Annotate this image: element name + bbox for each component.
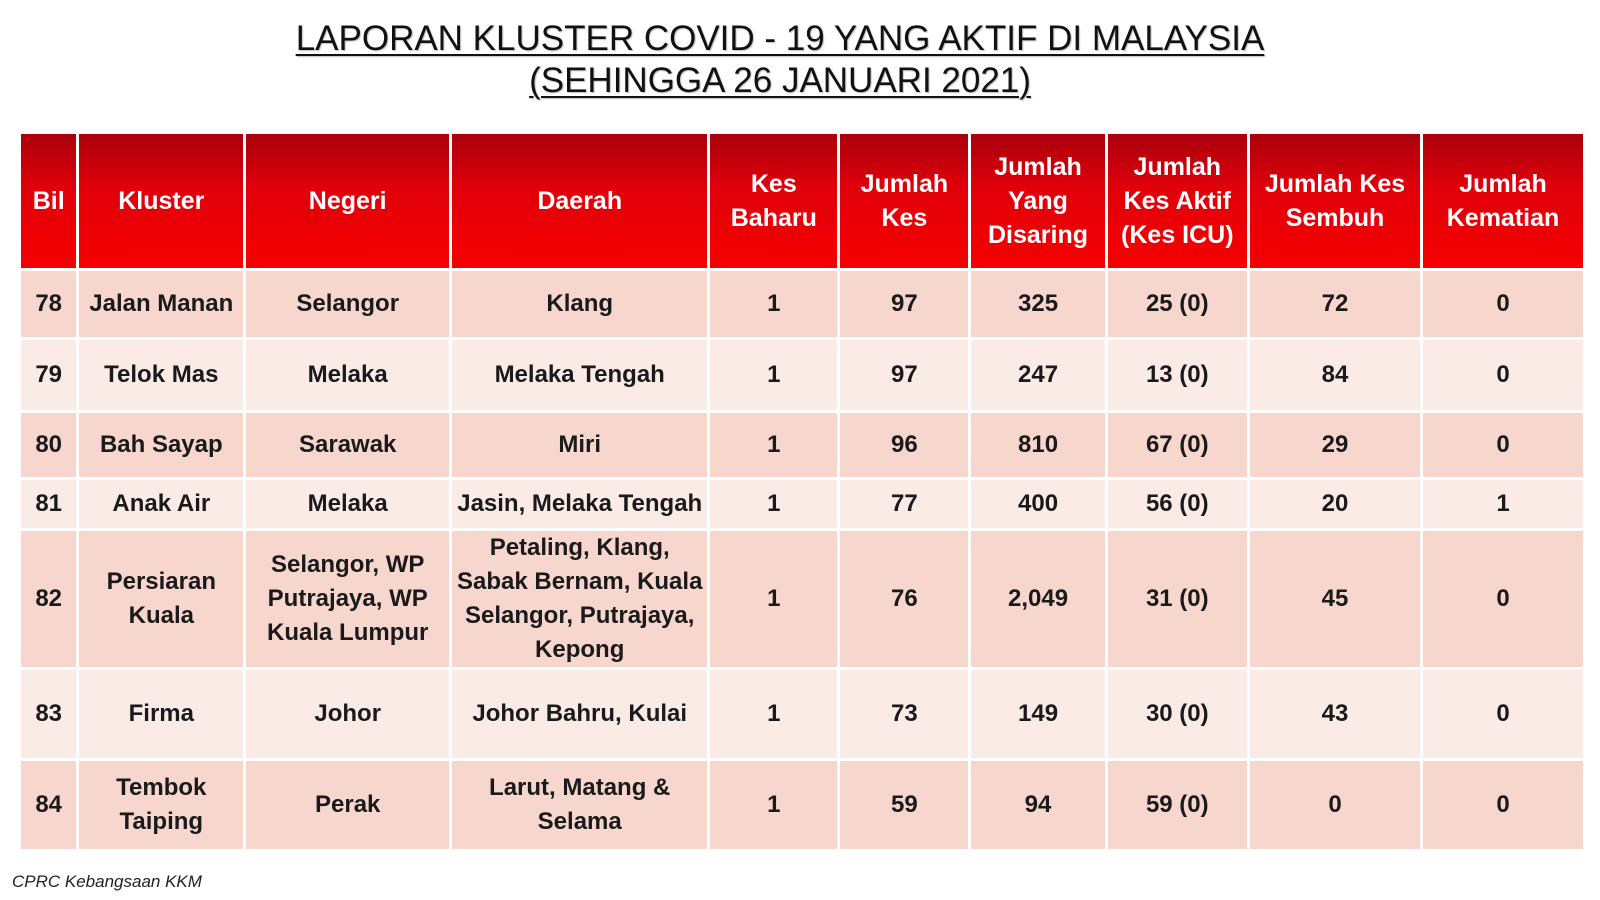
- header-row: [21, 134, 1583, 268]
- cell-jumlah-kes: 77: [840, 480, 968, 528]
- cell-daerah: Miri: [452, 413, 707, 477]
- cell-jumlah-kes-aktif: 13 (0): [1108, 340, 1247, 410]
- header-jumlah-disaring: Jumlah Yang Disaring: [971, 134, 1104, 268]
- title-line-1: LAPORAN KLUSTER COVID - 19 YANG AKTIF DI MALAYSIA: [295, 19, 1265, 58]
- cell-jumlah-kes: 73: [840, 670, 968, 758]
- cell-jumlah-disaring: 2,049: [971, 531, 1104, 667]
- cell-jumlah-kes-sembuh: 0: [1250, 761, 1420, 849]
- cell-jumlah-kematian: 0: [1423, 761, 1583, 849]
- header-jumlah-kes-aktif: Jumlah Kes Aktif (Kes ICU): [1108, 134, 1247, 268]
- cell-jumlah-kes: 76: [840, 531, 968, 667]
- cell-kluster: Tembok Taiping: [79, 761, 243, 849]
- table-row: [21, 761, 1583, 849]
- cell-bil: 82: [21, 531, 76, 667]
- cell-kluster: Telok Mas: [79, 340, 243, 410]
- cell-negeri: Selangor: [246, 271, 449, 337]
- cell-jumlah-kematian: 1: [1423, 480, 1583, 528]
- header-kluster: Kluster: [79, 134, 243, 268]
- cell-jumlah-kes-aktif: 31 (0): [1108, 531, 1247, 667]
- header-daerah: Daerah: [452, 134, 707, 268]
- header-kes-baharu: Kes Baharu: [710, 134, 837, 268]
- cell-jumlah-disaring: 94: [971, 761, 1104, 849]
- cell-jumlah-kematian: 0: [1423, 340, 1583, 410]
- cell-jumlah-kes: 96: [840, 413, 968, 477]
- header-jumlah-kematian: Jumlah Kematian: [1423, 134, 1583, 268]
- cell-kluster: Anak Air: [79, 480, 243, 528]
- header-negeri: Negeri: [246, 134, 449, 268]
- cluster-table: [18, 131, 1586, 852]
- cell-bil: 79: [21, 340, 76, 410]
- table-row: [21, 480, 1583, 528]
- title-line-2: (SEHINGGA 26 JANUARI 2021): [529, 61, 1031, 100]
- cell-jumlah-kes: 97: [840, 271, 968, 337]
- cell-negeri: Sarawak: [246, 413, 449, 477]
- cell-bil: 84: [21, 761, 76, 849]
- cell-kluster: Persiaran Kuala: [79, 531, 243, 667]
- cell-jumlah-kes: 59: [840, 761, 968, 849]
- header-jumlah-kes: Jumlah Kes: [840, 134, 968, 268]
- cell-jumlah-disaring: 400: [971, 480, 1104, 528]
- cell-jumlah-disaring: 149: [971, 670, 1104, 758]
- cell-jumlah-disaring: 325: [971, 271, 1104, 337]
- table-row: [21, 340, 1583, 410]
- cell-jumlah-kes-aktif: 67 (0): [1108, 413, 1247, 477]
- cell-jumlah-kes-sembuh: 43: [1250, 670, 1420, 758]
- cell-bil: 83: [21, 670, 76, 758]
- cell-kluster: Jalan Manan: [79, 271, 243, 337]
- cell-kluster: Bah Sayap: [79, 413, 243, 477]
- cell-jumlah-disaring: 247: [971, 340, 1104, 410]
- cell-kes-baharu: 1: [710, 531, 837, 667]
- cell-jumlah-kes-sembuh: 72: [1250, 271, 1420, 337]
- cell-negeri: Johor: [246, 670, 449, 758]
- cell-jumlah-kematian: 0: [1423, 670, 1583, 758]
- cell-jumlah-kes-sembuh: 84: [1250, 340, 1420, 410]
- cell-jumlah-kes-aktif: 25 (0): [1108, 271, 1247, 337]
- cell-kes-baharu: 1: [710, 271, 837, 337]
- source-footnote: CPRC Kebangsaan KKM: [12, 872, 202, 891]
- cell-bil: 80: [21, 413, 76, 477]
- cell-jumlah-disaring: 810: [971, 413, 1104, 477]
- cell-jumlah-kes-aktif: 56 (0): [1108, 480, 1247, 528]
- cell-jumlah-kematian: 0: [1423, 271, 1583, 337]
- cell-kes-baharu: 1: [710, 413, 837, 477]
- cell-daerah: Johor Bahru, Kulai: [452, 670, 707, 758]
- header-jumlah-kes-sembuh: Jumlah Kes Sembuh: [1250, 134, 1420, 268]
- cell-kes-baharu: 1: [710, 340, 837, 410]
- cell-bil: 81: [21, 480, 76, 528]
- cell-jumlah-kes-aktif: 59 (0): [1108, 761, 1247, 849]
- cell-kes-baharu: 1: [710, 761, 837, 849]
- table-row: [21, 670, 1583, 758]
- cell-jumlah-kes-sembuh: 20: [1250, 480, 1420, 528]
- cell-daerah: Melaka Tengah: [452, 340, 707, 410]
- cell-kluster: Firma: [79, 670, 243, 758]
- table-row: [21, 271, 1583, 337]
- cell-jumlah-kes: 97: [840, 340, 968, 410]
- cell-negeri: Perak: [246, 761, 449, 849]
- cell-daerah: Petaling, Klang, Sabak Bernam, Kuala Selangor, Putrajaya, Kepong: [452, 531, 707, 667]
- cell-daerah: Klang: [452, 271, 707, 337]
- cell-jumlah-kematian: 0: [1423, 413, 1583, 477]
- cell-daerah: Larut, Matang & Selama: [452, 761, 707, 849]
- cell-bil: 78: [21, 271, 76, 337]
- cell-kes-baharu: 1: [710, 480, 837, 528]
- cell-negeri: Selangor, WP Putrajaya, WP Kuala Lumpur: [246, 531, 449, 667]
- cell-negeri: Melaka: [246, 340, 449, 410]
- table-row: [21, 413, 1583, 477]
- header-bil: Bil: [21, 134, 76, 268]
- cell-jumlah-kes-sembuh: 45: [1250, 531, 1420, 667]
- cell-daerah: Jasin, Melaka Tengah: [452, 480, 707, 528]
- table-row: [21, 531, 1583, 667]
- cell-jumlah-kes-aktif: 30 (0): [1108, 670, 1247, 758]
- cell-jumlah-kematian: 0: [1423, 531, 1583, 667]
- cell-negeri: Melaka: [246, 480, 449, 528]
- cell-jumlah-kes-sembuh: 29: [1250, 413, 1420, 477]
- cell-kes-baharu: 1: [710, 670, 837, 758]
- page-title: [0, 18, 1560, 102]
